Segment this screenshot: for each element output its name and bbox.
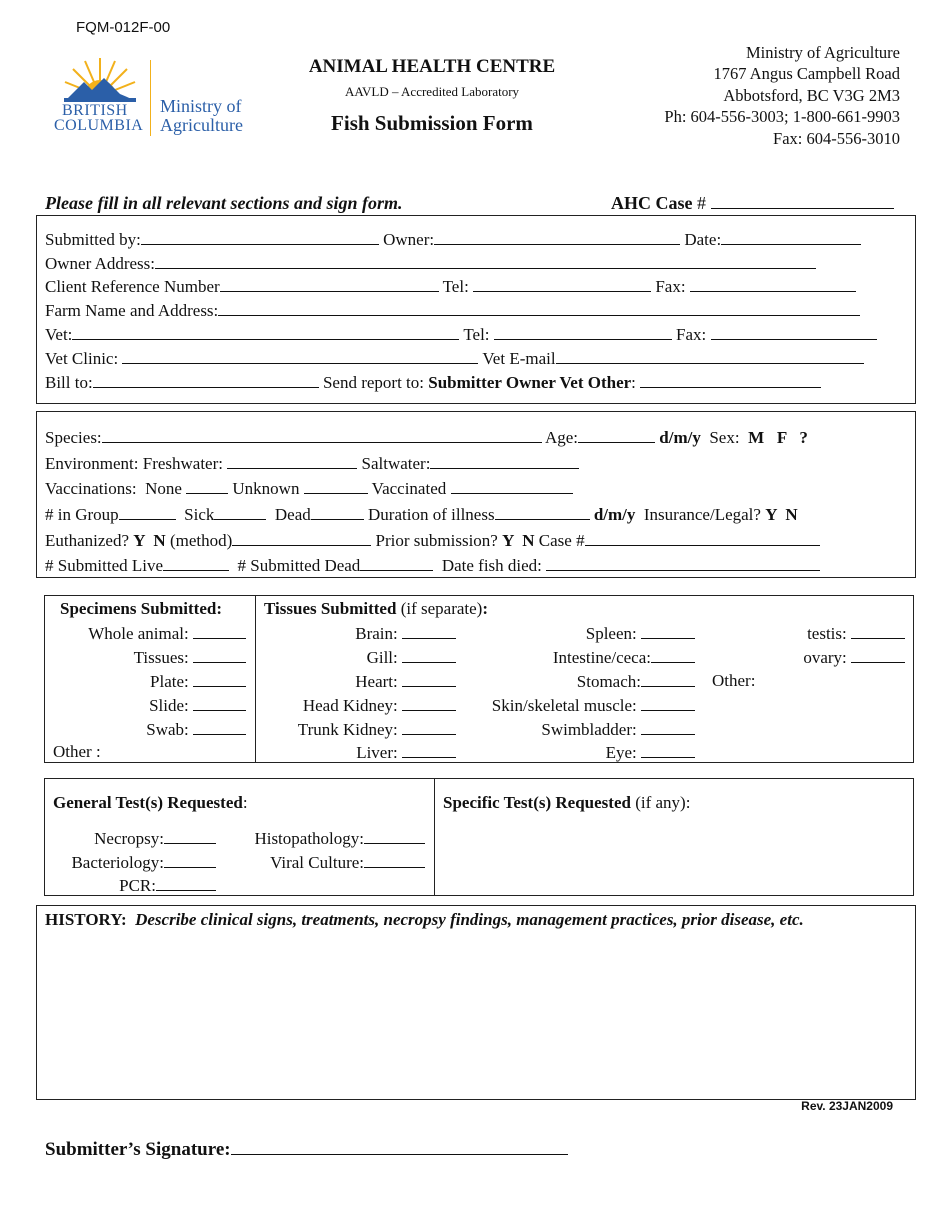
tissues-title-colon: : (482, 599, 488, 618)
case-label: Case # (538, 531, 585, 550)
tissues-title-note: (if separate) (396, 599, 483, 618)
bill-to-field[interactable] (93, 372, 319, 388)
logo-ministry-line1: Ministry of (160, 96, 242, 116)
tissue-label: Eye: (605, 743, 637, 762)
owner-field[interactable] (434, 229, 680, 245)
tissue-label: Trunk Kidney: (297, 720, 398, 739)
instructions: Please fill in all relevant sections and sign form. (45, 193, 403, 213)
case-field[interactable] (585, 530, 820, 546)
duration-label: Duration of illness (368, 505, 495, 524)
address-line-4: Ph: 604-556-3003; 1-800-661-9903 (664, 107, 900, 126)
test-necropsy (94, 828, 216, 849)
animal-row-5 (45, 530, 820, 551)
tissue-label: Head Kidney: (302, 696, 398, 715)
date-label: Date: (684, 230, 722, 249)
specific-tests-title-label: Specific Test(s) Requested (443, 793, 631, 812)
dead-label: Dead (274, 505, 311, 524)
tissues-title-label: Tissues Submitted (264, 599, 397, 618)
tissue-brain (355, 623, 456, 644)
age-label: Age: (544, 428, 579, 447)
tissue-label: Heart: (355, 672, 398, 691)
test-field[interactable] (156, 875, 216, 891)
tissue-label: Skin/skeletal muscle: (491, 696, 637, 715)
bc-logo (52, 56, 252, 140)
specimen-label: Slide: (149, 696, 189, 715)
vaccinated-field[interactable] (451, 478, 573, 494)
saltwater-field[interactable] (430, 453, 579, 469)
signature-row (45, 1137, 568, 1161)
prior-options[interactable]: Y N (502, 531, 535, 550)
insurance-label: Insurance/Legal? (643, 505, 761, 524)
tissue-field[interactable] (402, 623, 456, 639)
submitter-row-5 (45, 324, 877, 345)
tissue-spleen (586, 623, 695, 644)
date-died-field[interactable] (546, 555, 820, 571)
specimen-label: Swab: (146, 720, 189, 739)
tissue-field[interactable] (641, 719, 695, 735)
history-label: HISTORY: (45, 910, 127, 929)
tissue-label: Brain: (355, 624, 398, 643)
specific-tests-area[interactable] (440, 815, 910, 891)
signature-label: Submitter’s Signature: (45, 1139, 231, 1160)
tissue-field[interactable] (651, 647, 695, 663)
client-fax-field[interactable] (690, 276, 856, 292)
test-viral-culture (270, 852, 425, 873)
tissue-label: Gill: (366, 648, 398, 667)
specimen-field[interactable] (193, 623, 246, 639)
farm-field[interactable] (218, 300, 860, 316)
duration-unit: d/m/y (593, 505, 636, 524)
animal-row-1 (45, 427, 808, 448)
specimen-other: Other : (53, 742, 101, 761)
signature-field[interactable] (231, 1137, 568, 1155)
form-title: Fish Submission Form (331, 111, 533, 135)
tissue-swimbladder (541, 719, 695, 740)
logo-bc-line1: BRITISH (62, 102, 128, 119)
animal-row-4 (45, 504, 798, 525)
client-ref-label: Client Reference Number (45, 277, 220, 296)
animal-row-2 (45, 453, 579, 474)
report-options[interactable]: Submitter Owner Vet Other (428, 373, 632, 392)
vaccination-none-field[interactable] (186, 478, 228, 494)
in-group-field[interactable] (119, 504, 176, 520)
specimens-divider (255, 595, 256, 763)
test-label: PCR: (119, 876, 156, 895)
tests-divider (434, 778, 435, 896)
client-tel-field[interactable] (473, 276, 651, 292)
tissue-label: Stomach: (576, 672, 641, 691)
test-pcr (119, 875, 216, 896)
animal-row-6 (45, 555, 820, 576)
general-tests-title-label: General Test(s) Requested (53, 793, 243, 812)
owner-label: Owner: (383, 230, 435, 249)
specimen-label: Whole animal: (88, 624, 189, 643)
test-label: Necropsy: (94, 829, 164, 848)
general-tests-title (53, 793, 248, 813)
species-field[interactable] (102, 427, 542, 443)
test-field[interactable] (364, 828, 425, 844)
test-field[interactable] (364, 852, 425, 868)
freshwater-field[interactable] (227, 453, 357, 469)
specimen-swab (146, 719, 246, 740)
tissue-head-kidney (303, 695, 456, 716)
dead-field[interactable] (311, 504, 364, 520)
tissue-skin (492, 695, 695, 716)
species-label: Species: (45, 428, 102, 447)
submitter-row-6 (45, 348, 864, 369)
tissue-field[interactable] (641, 623, 695, 639)
test-bacteriology (71, 852, 216, 873)
tissue-trunk-kidney (298, 719, 456, 740)
address-line-3: Abbotsford, BC V3G 2M3 (723, 86, 900, 105)
specimen-field[interactable] (193, 719, 246, 735)
test-label: Histopathology: (254, 829, 364, 848)
animal-row-3 (45, 478, 573, 499)
date-died-label: Date fish died: (441, 556, 542, 575)
vet-clinic-field[interactable] (122, 348, 478, 364)
vet-tel-label: Tel: (463, 325, 490, 344)
accreditation: AAVLD – Accredited Laboratory (344, 84, 520, 99)
address-line-5: Fax: 604-556-3010 (773, 129, 900, 148)
logo-bc-line2: COLUMBIA (54, 117, 144, 134)
specimen-whole-animal (88, 623, 246, 644)
send-report-label: Send report to: (322, 373, 425, 392)
general-tests-colon: : (242, 793, 248, 812)
client-tel-label: Tel: (442, 277, 469, 296)
environment-label: Environment: Freshwater: (45, 454, 223, 473)
tissue-field[interactable] (641, 742, 695, 758)
method-label: (method) (169, 531, 233, 550)
tissue-other: Other: (712, 671, 756, 690)
tissue-label: Swimbladder: (541, 720, 637, 739)
specimen-label: Plate: (150, 672, 189, 691)
report-colon: : (631, 373, 636, 392)
sex-label: Sex: (709, 428, 740, 447)
tissue-field[interactable] (641, 671, 695, 687)
euthanized-options[interactable]: Y N (133, 531, 166, 550)
submitted-by-field[interactable] (141, 229, 379, 245)
tissue-field[interactable] (402, 695, 456, 711)
date-field[interactable] (721, 229, 861, 245)
form-code: FQM-012F-00 (76, 19, 171, 36)
client-fax-label: Fax: (655, 277, 686, 296)
vet-fax-label: Fax: (676, 325, 707, 344)
address-line-2: 1767 Angus Campbell Road (713, 64, 900, 83)
vaccinations-label: Vaccinations: None (45, 479, 182, 498)
tissue-testis (807, 623, 905, 644)
owner-address-label: Owner Address: (45, 254, 156, 273)
tissues-title (264, 599, 488, 619)
vaccination-unknown-field[interactable] (304, 478, 368, 494)
specimen-field[interactable] (193, 647, 246, 663)
tissue-field[interactable] (402, 742, 456, 758)
specimen-plate (150, 671, 246, 692)
submitted-live-field[interactable] (163, 555, 229, 571)
vet-tel-field[interactable] (494, 324, 672, 340)
vet-fax-field[interactable] (711, 324, 877, 340)
tissue-label: testis: (807, 624, 847, 643)
submitted-dead-label: # Submitted Dead (237, 556, 361, 575)
vet-label: Vet: (45, 325, 73, 344)
history-textarea[interactable] (42, 935, 908, 1095)
tissue-field[interactable] (402, 647, 456, 663)
submitter-row-4 (45, 300, 860, 321)
ahc-case-label: AHC Case (611, 193, 693, 213)
sick-field[interactable] (214, 504, 266, 520)
tissue-liver (356, 742, 456, 763)
age-field[interactable] (578, 427, 655, 443)
test-histopathology (254, 828, 425, 849)
insurance-options[interactable]: Y N (765, 505, 798, 524)
vet-clinic-label: Vet Clinic: (45, 349, 119, 368)
submitted-by-label: Submitted by: (45, 230, 141, 249)
tissue-intestine (553, 647, 695, 668)
vet-email-field[interactable] (556, 348, 864, 364)
duration-field[interactable] (495, 504, 590, 520)
vaccinated-label: Vaccinated (371, 479, 447, 498)
age-unit: d/m/y (659, 428, 701, 447)
ahc-case (611, 193, 894, 214)
sick-label: Sick (184, 505, 215, 524)
specimen-slide (149, 695, 246, 716)
tissue-heart (355, 671, 456, 692)
submitter-row-3 (45, 276, 856, 297)
test-label: Bacteriology: (71, 853, 164, 872)
test-label: Viral Culture: (270, 853, 364, 872)
method-field[interactable] (232, 530, 371, 546)
test-field[interactable] (164, 828, 216, 844)
submitter-row-1 (45, 229, 861, 250)
bc-sun-mountain-icon (60, 56, 140, 102)
sex-options[interactable]: M F ? (748, 428, 808, 447)
prior-submission-label: Prior submission? (375, 531, 498, 550)
revision: Rev. 23JAN2009 (801, 1099, 893, 1113)
client-ref-field[interactable] (220, 276, 439, 292)
tissue-gill (367, 647, 456, 668)
tissue-label: Spleen: (585, 624, 637, 643)
saltwater-label: Saltwater: (361, 454, 431, 473)
test-field[interactable] (164, 852, 216, 868)
specific-tests-title (443, 793, 690, 813)
centre-name: ANIMAL HEALTH CENTRE (308, 56, 556, 77)
ahc-case-field[interactable] (711, 193, 894, 209)
tissue-eye (606, 742, 695, 763)
tissue-field[interactable] (851, 647, 905, 663)
tissue-label: Liver: (356, 743, 398, 762)
tissue-ovary (803, 647, 905, 668)
submitted-live-label: # Submitted Live (45, 556, 164, 575)
tissue-field[interactable] (641, 695, 695, 711)
tissue-stomach (577, 671, 695, 692)
euthanized-label: Euthanized? (45, 531, 130, 550)
bill-to-label: Bill to: (45, 373, 93, 392)
history-prompt: Describe clinical signs, treatments, necropsy findings, management practices, prior disease, etc. (135, 910, 804, 929)
tissue-field[interactable] (402, 671, 456, 687)
specimen-tissues (134, 647, 246, 668)
history-heading (45, 910, 804, 930)
logo-divider (150, 60, 151, 136)
ahc-case-hash: # (697, 193, 706, 213)
vet-field[interactable] (72, 324, 459, 340)
vet-email-label: Vet E-mail (482, 349, 556, 368)
specimens-title: Specimens Submitted: (60, 599, 222, 618)
tissue-label: Intestine/ceca: (552, 648, 651, 667)
owner-address-field[interactable] (155, 253, 816, 269)
vaccination-unknown-label: Unknown (232, 479, 300, 498)
report-other-field[interactable] (640, 372, 821, 388)
specimen-label: Tissues: (133, 648, 189, 667)
tissue-field[interactable] (402, 719, 456, 735)
submitter-row-2 (45, 253, 816, 274)
specimen-field[interactable] (193, 671, 246, 687)
in-group-label: # in Group (45, 505, 119, 524)
submitter-row-7 (45, 372, 821, 393)
address-line-1: Ministry of Agriculture (746, 43, 900, 62)
tissue-field[interactable] (851, 623, 905, 639)
specimen-field[interactable] (193, 695, 246, 711)
farm-label: Farm Name and Address: (45, 301, 219, 320)
specific-tests-note: (if any): (630, 793, 691, 812)
logo-ministry-line2: Agriculture (160, 115, 243, 135)
tissue-label: ovary: (803, 648, 847, 667)
submitted-dead-field[interactable] (360, 555, 433, 571)
